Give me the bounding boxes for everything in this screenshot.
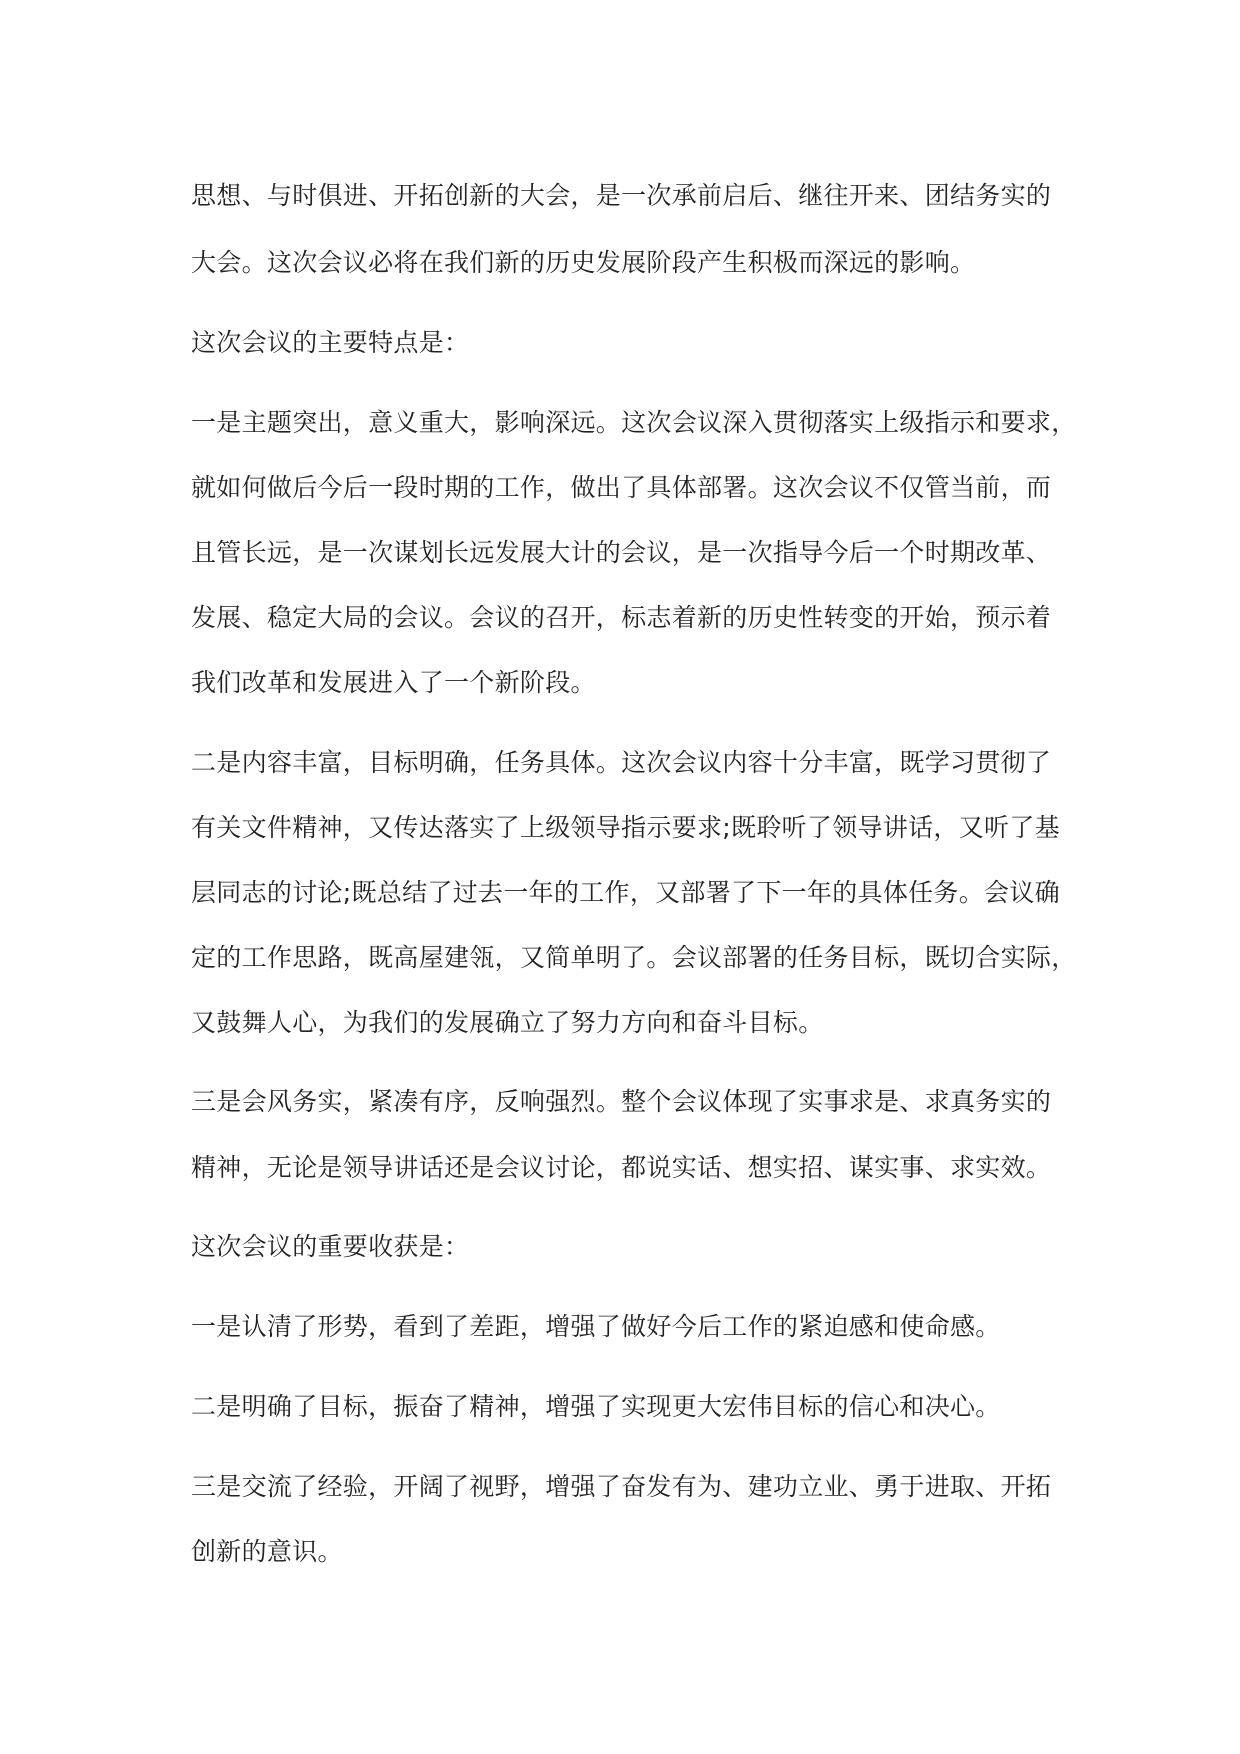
text-line-8: 我们改革和发展进入了一个新阶段。 bbox=[191, 668, 596, 697]
text-line-7: 发展、稳定大局的会议。会议的召开，标志着新的历史性转变的开始，预示着 bbox=[191, 603, 1052, 632]
text-line-10: 有关文件精神，又传达落实了上级领导指示要求;既聆听了领导讲话，又听了基 bbox=[191, 813, 1060, 842]
section-heading-features: 这次会议的主要特点是： bbox=[191, 328, 470, 357]
text-line-15: 精神，无论是领导讲话还是会议讨论，都说实话、想实招、谋实事、求实效。 bbox=[191, 1153, 1052, 1182]
text-line-18: 二是明确了目标，振奋了精神，增强了实现更大宏伟目标的信心和决心。 bbox=[191, 1392, 1001, 1421]
text-line-12: 定的工作思路，既高屋建瓴，又简单明了。会议部署的任务目标，既切合实际， bbox=[191, 943, 1077, 972]
text-line-20: 创新的意识。 bbox=[191, 1537, 343, 1566]
text-line-9: 二是内容丰富，目标明确，任务具体。这次会议内容十分丰富，既学习贯彻了 bbox=[191, 748, 1052, 777]
text-line-5: 就如何做后今后一段时期的工作，做出了具体部署。这次会议不仅管当前，而 bbox=[191, 473, 1052, 502]
text-line-4: 一是主题突出，意义重大，影响深远。这次会议深入贯彻落实上级指示和要求， bbox=[191, 408, 1077, 437]
text-line-13: 又鼓舞人心，为我们的发展确立了努力方向和奋斗目标。 bbox=[191, 1008, 824, 1037]
text-line-19: 三是交流了经验，开阔了视野，增强了奋发有为、建功立业、勇于进取、开拓 bbox=[191, 1472, 1052, 1501]
section-heading-gains: 这次会议的重要收获是： bbox=[191, 1232, 470, 1261]
text-line-14: 三是会风务实，紧凑有序，反响强烈。整个会议体现了实事求是、求真务实的 bbox=[191, 1087, 1052, 1116]
text-line-11: 层同志的讨论;既总结了过去一年的工作，又部署了下一年的具体任务。会议确 bbox=[191, 878, 1060, 907]
text-line-2: 大会。这次会议必将在我们新的历史发展阶段产生积极而深远的影响。 bbox=[191, 248, 976, 277]
text-line-6: 且管长远，是一次谋划长远发展大计的会议，是一次指导今后一个时期改革、 bbox=[191, 538, 1052, 567]
text-line-17: 一是认清了形势，看到了差距，增强了做好今后工作的紧迫感和使命感。 bbox=[191, 1312, 1001, 1341]
text-line-1: 思想、与时俱进、开拓创新的大会，是一次承前启后、继往开来、团结务实的 bbox=[191, 181, 1052, 210]
